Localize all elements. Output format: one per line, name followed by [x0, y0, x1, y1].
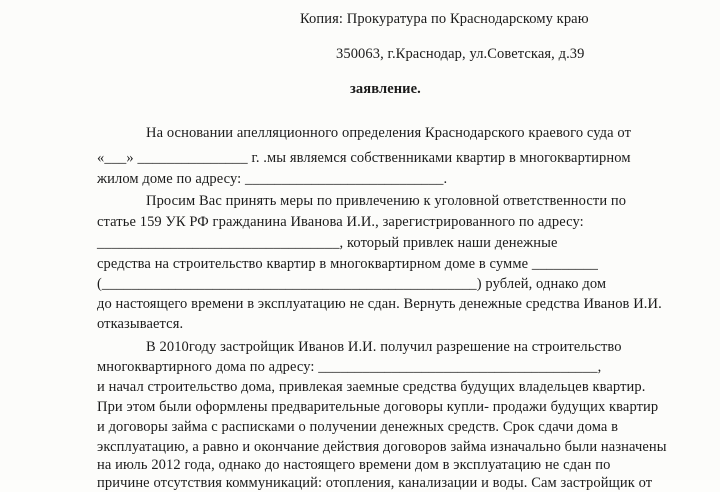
paragraph2-line1: Просим Вас принять меры по привлечению к уголовной ответственности по: [146, 193, 627, 209]
copy-recipient-line: Копия: Прокуратура по Краснодарскому краю: [300, 11, 589, 27]
paragraph2-line2: статье 159 УК РФ гражданина Иванова И.И., зарегистрированного по адресу:: [97, 214, 584, 230]
paragraph3-line2: многоквартирного дома по адресу: ______________________________________,: [97, 359, 602, 375]
paragraph1-line1: На основании апелляционного определения Краснодарского краевого суда от: [146, 125, 632, 141]
paragraph2-line3: _________________________________, который привлек наши денежные: [97, 235, 558, 251]
paragraph1-line3: жилом доме по адресу: ___________________________.: [97, 171, 448, 187]
paragraph3-line8: причине отсутствия коммуникаций: отопления, канализации и воды. Сам застройщик от: [97, 475, 653, 491]
paragraph3-line1: В 2010году застройщик Иванов И.И. получил разрешение на строительство: [146, 339, 622, 355]
document-title: заявление.: [350, 81, 421, 97]
paragraph2-line5: (___________________________________________________) рублей, однако дом: [97, 276, 607, 292]
paragraph3-line3: и начал строительство дома, привлекая заемные средства будущих владельцев квартир.: [97, 379, 646, 395]
paragraph2-line7: отказывается.: [97, 316, 184, 332]
recipient-address-line: 350063, г.Краснодар, ул.Советская, д.39: [336, 46, 585, 62]
paragraph2-line6: до настоящего времени в эксплуатацию не сдан. Вернуть денежные средства Иванов И.И.: [97, 296, 662, 312]
paragraph2-line4: средства на строительство квартир в многоквартирном доме в сумме _________: [97, 256, 599, 272]
paragraph3-line5: и договоры займа с расписками о получении денежных средств. Срок сдачи дома в: [97, 419, 619, 435]
paragraph3-line6: эксплуатацию, а равно и окончание действия договоров займа изначально были назначены: [97, 439, 667, 455]
paragraph1-line2: «___» _______________ г. .мы являемся собственниками квартир в многоквартирном: [97, 150, 631, 166]
paragraph3-line4: При этом были оформлены предварительные договоры купли- продажи будущих квартир: [97, 399, 659, 415]
paragraph3-line7: на июль 2012 года, однако до настоящего времени дом в эксплуатацию не сдан по: [97, 457, 611, 473]
